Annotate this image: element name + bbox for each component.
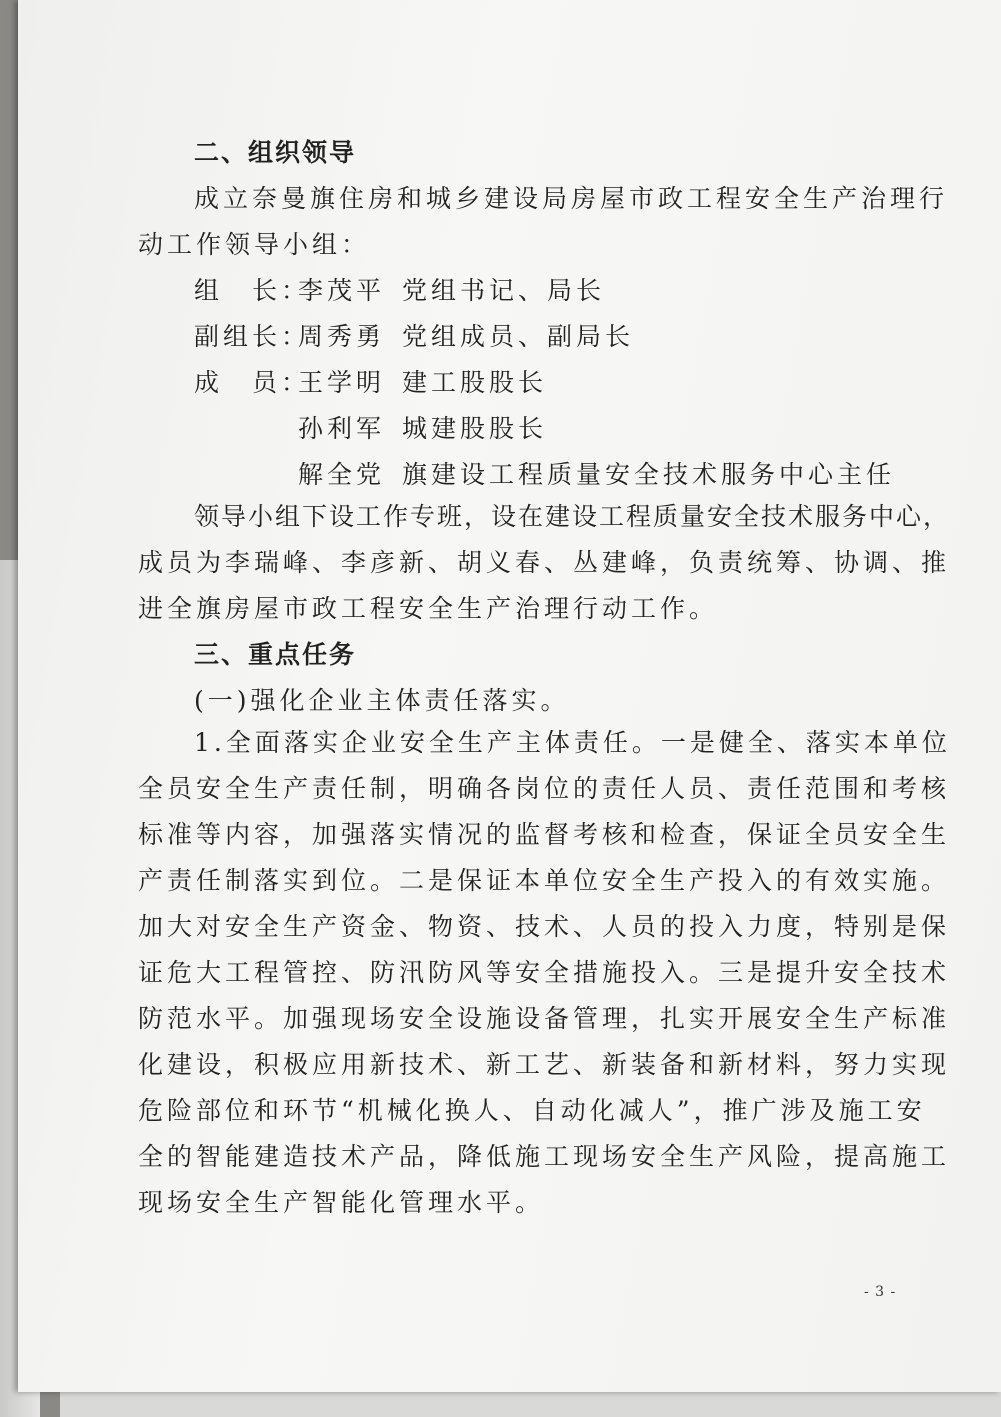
paragraph-line: 进全旗房屋市政工程安全生产治理行动工作。	[138, 594, 719, 623]
person-title: 旗建设工程质量安全技术服务中心主任	[402, 460, 896, 489]
person-name: 李茂平	[298, 276, 386, 305]
person-title: 党组成员、副局长	[402, 322, 635, 351]
section-heading-key-tasks: 三、重点任务	[194, 640, 357, 669]
leader-row	[18, 368, 1001, 398]
paragraph-line: 成员为李瑞峰、李彦新、胡义春、丛建峰，负责统筹、协调、推	[138, 548, 951, 577]
paragraph-line: 化建设，积极应用新技术、新工艺、新装备和新材料，努力实现	[138, 1050, 951, 1079]
paragraph-line: 加大对安全生产资金、物资、技术、人员的投入力度，特别是保	[138, 912, 951, 941]
page-number: - 3 -	[864, 1284, 897, 1300]
paragraph-line: 全的智能建造技术产品，降低施工现场安全生产风险，提高施工	[138, 1142, 951, 1171]
paragraph-line: 产责任制落实到位。二是保证本单位安全生产投入的有效实施。	[138, 866, 951, 895]
paragraph-line: 动工作领导小组：	[138, 230, 371, 259]
leader-row	[18, 322, 1001, 352]
paragraph-line: 1.全面落实企业安全生产主体责任。一是健全、落实本单位	[194, 728, 951, 757]
person-name: 周秀勇	[298, 322, 386, 351]
person-name: 王学明	[298, 368, 386, 397]
paragraph-line: 标准等内容，加强落实情况的监督考核和检查，保证全员安全生	[138, 820, 951, 849]
person-title: 党组书记、局长	[402, 276, 606, 305]
role-label: 副组长：	[194, 322, 311, 351]
underlying-page-bottom	[60, 1388, 1001, 1417]
paragraph-line: 证危大工程管控、防汛防风等安全措施投入。三是提升安全技术	[138, 958, 951, 987]
person-name: 解全党	[298, 460, 386, 489]
leader-row	[18, 414, 1001, 444]
paragraph-line: 成立奈曼旗住房和城乡建设局房屋市政工程安全生产治理行	[194, 184, 949, 213]
paragraph-line: 领导小组下设工作专班，设在建设工程质量安全技术服务中心，	[194, 502, 951, 531]
leader-row	[18, 276, 1001, 306]
leader-row	[18, 460, 1001, 490]
role-label: 成 员：	[194, 368, 311, 397]
paragraph-line: 全员安全生产责任制，明确各岗位的责任人员、责任范围和考核	[138, 774, 951, 803]
paragraph-line: 危险部位和环节“机械化换人、自动化减人”，推广涉及施工安	[138, 1096, 926, 1125]
subsection-heading: (一)强化企业主体责任落实。	[194, 686, 570, 715]
document-page	[18, 0, 1001, 1392]
role-label: 组 长：	[194, 276, 311, 305]
person-title: 建工股股长	[402, 368, 548, 397]
paragraph-line: 防范水平。加强现场安全设施设备管理，扎实开展安全生产标准	[138, 1004, 951, 1033]
person-name: 孙利军	[298, 414, 386, 443]
paragraph-line: 现场安全生产智能化管理水平。	[138, 1188, 545, 1217]
person-title: 城建股股长	[402, 414, 548, 443]
section-heading-organization: 二、组织领导	[194, 138, 357, 167]
